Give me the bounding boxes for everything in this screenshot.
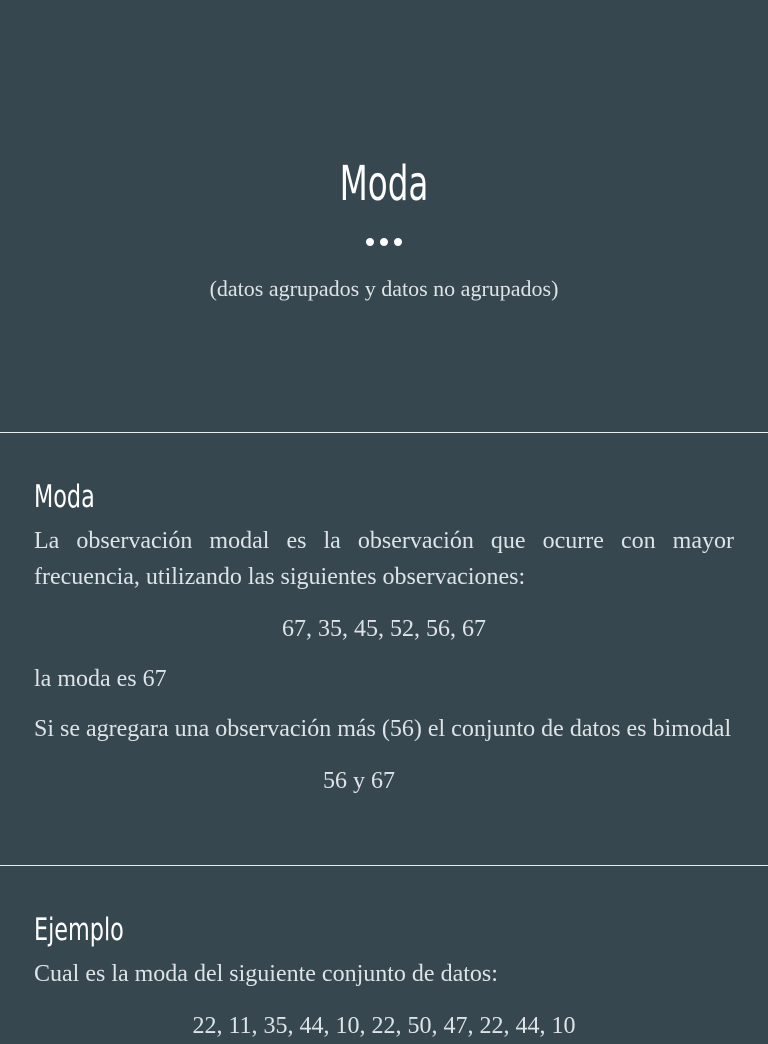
bimodal-values: 56 y 67 — [323, 768, 395, 794]
example-slide — [0, 866, 768, 1039]
slide-subtitle: (datos agrupados y datos no agrupados) — [209, 276, 559, 301]
section-heading: Ejemplo — [34, 912, 124, 948]
mode-statement: la moda es 67 — [34, 666, 167, 692]
definition-slide — [0, 433, 768, 865]
definition-paragraph: La observación modal es la observación que ocurre con mayor frecuencia, utilizando las siguientes observaciones: — [34, 528, 734, 590]
title-slide — [0, 0, 768, 432]
example-question: Cual es la moda del siguiente conjunto de datos: — [34, 961, 498, 987]
dot-icon — [366, 238, 374, 246]
observations-line: 67, 35, 45, 52, 56, 67 — [282, 616, 486, 642]
ellipsis-decoration — [0, 238, 768, 246]
example-data-set: 22, 11, 35, 44, 10, 22, 50, 47, 22, 44, 10 — [192, 1013, 576, 1039]
slide-title: Moda — [339, 156, 429, 212]
dot-icon — [394, 238, 402, 246]
bimodal-paragraph: Si se agregara una observación más (56) el conjunto de datos es bimodal — [34, 716, 732, 742]
section-heading: Moda — [34, 479, 95, 515]
dot-icon — [380, 238, 388, 246]
